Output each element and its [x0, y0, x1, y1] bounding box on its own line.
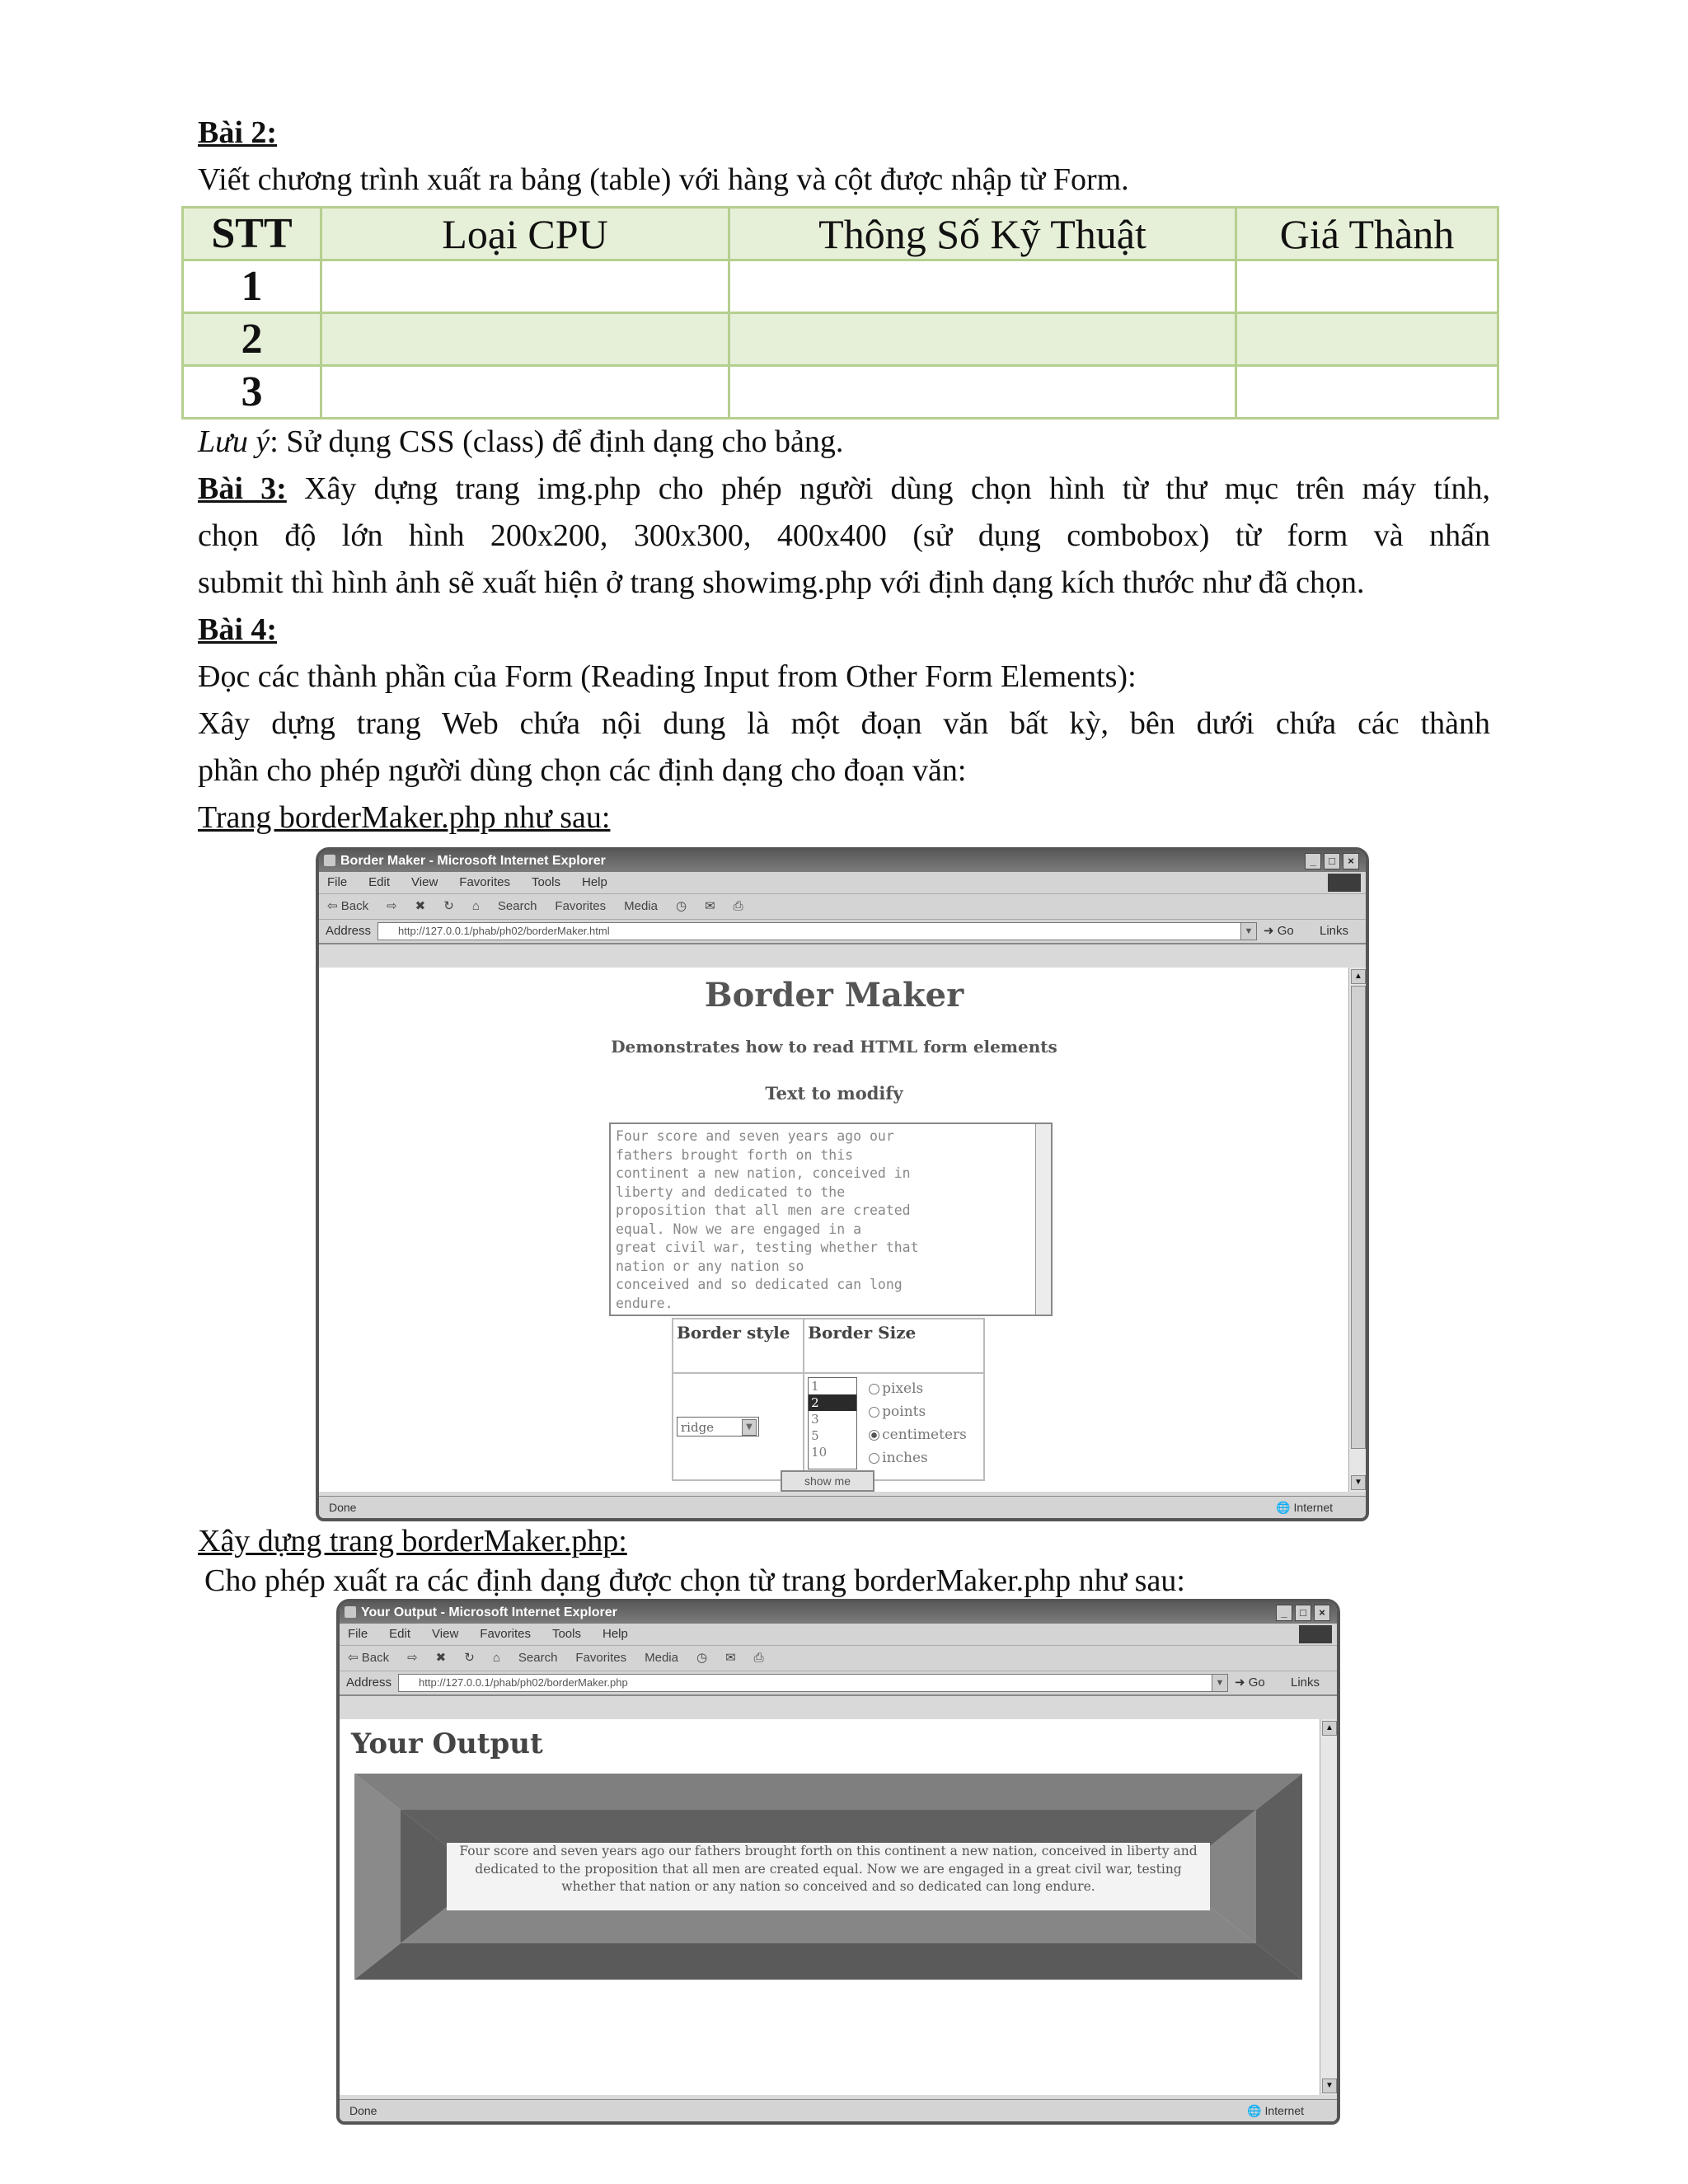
- search-button[interactable]: Search: [497, 899, 537, 913]
- radio-centimeters[interactable]: centimeters: [869, 1423, 967, 1446]
- links-button[interactable]: Links: [1291, 1675, 1320, 1690]
- bai4-line1: Đọc các thành phần của Form (Reading Input from Other Form Elements):: [198, 659, 1137, 694]
- header-stt: STT: [183, 208, 321, 260]
- page-content: [319, 968, 1349, 1492]
- table-cell: [729, 366, 1236, 419]
- favorites-button[interactable]: Favorites: [575, 1651, 627, 1665]
- table-row: [183, 313, 1498, 366]
- table-cell: [729, 313, 1236, 366]
- menu-help[interactable]: Help: [603, 1627, 628, 1641]
- close-icon[interactable]: ×: [1343, 853, 1359, 869]
- chevron-down-icon[interactable]: ▼: [1212, 1675, 1227, 1691]
- links-button[interactable]: Links: [1320, 924, 1349, 938]
- list-item[interactable]: 5: [811, 1428, 819, 1443]
- search-button[interactable]: Search: [518, 1651, 558, 1665]
- scroll-down-icon[interactable]: ▼: [1351, 1475, 1366, 1490]
- address-input[interactable]: http://127.0.0.1/phab/ph02/borderMaker.php ▼: [398, 1674, 1228, 1692]
- menu-file[interactable]: File: [327, 875, 348, 889]
- menu-help[interactable]: Help: [582, 875, 607, 889]
- cho-phep-text: Cho phép xuất ra các định dạng được chọn từ trang borderMaker.php như sau:: [204, 1563, 1185, 1598]
- text-to-modify-textarea[interactable]: Four score and seven years ago our fathers brought forth on this continent a new nation, conceived in liberty and dedicated to the proposition that all men are created equal. Now we are engaged in a great civil war, testing whether that nation or any nation so conceived and so dedicated can long endure.: [609, 1122, 1053, 1316]
- history-icon[interactable]: ◷: [675, 899, 687, 913]
- output-text: Four score and seven years ago our fathers brought forth on this continent a new nation, conceived in liberty and dedicated to the proposition that all men are created equal. Now we are engaged in a great civil war, testing whether that nation or any nation so conceived and so dedicated can long endure.: [447, 1843, 1210, 1910]
- table-row: [183, 260, 1498, 313]
- list-item[interactable]: 1: [811, 1379, 819, 1394]
- menu-tools[interactable]: Tools: [531, 875, 560, 889]
- bai2-description: Viết chương trình xuất ra bảng (table) với hàng và cột được nhập từ Form.: [198, 162, 1129, 197]
- address-label: Address: [326, 924, 372, 938]
- vertical-scrollbar[interactable]: [1348, 968, 1366, 1492]
- status-bar: [340, 2099, 1337, 2121]
- page-content: [340, 1719, 1320, 2095]
- minimize-icon[interactable]: _: [1276, 1605, 1292, 1621]
- windows-logo-icon: [1299, 1625, 1332, 1643]
- row-number: 2: [183, 313, 321, 366]
- browser-window-border-maker: [316, 847, 1369, 1521]
- stop-icon[interactable]: ✖: [415, 899, 426, 913]
- scroll-up-icon[interactable]: ▲: [1322, 1721, 1337, 1736]
- table-cell: [729, 260, 1236, 313]
- radio-inches[interactable]: inches: [869, 1446, 967, 1469]
- forward-button[interactable]: ⇨: [387, 899, 397, 913]
- radio-checked-icon[interactable]: [869, 1430, 879, 1441]
- border-style-select[interactable]: ridge ▼: [677, 1417, 759, 1436]
- size-cell: [804, 1373, 984, 1480]
- menu-favorites[interactable]: Favorites: [459, 875, 510, 889]
- table-cell: [321, 366, 729, 419]
- note-text: : Sử dụng CSS (class) để định dạng cho bảng.: [270, 424, 844, 459]
- table-header-row: [183, 208, 1498, 260]
- bai3-line1: Bài 3: Xây dựng trang img.php cho phép người dùng chọn hình từ thư mục trên máy tính,: [198, 471, 1490, 506]
- menu-bar: [319, 872, 1366, 894]
- text-label: Text to modify: [765, 1083, 903, 1104]
- maximize-icon[interactable]: □: [1324, 853, 1340, 869]
- header-price: Giá Thành: [1236, 208, 1498, 260]
- media-button[interactable]: Media: [645, 1651, 678, 1665]
- print-icon[interactable]: ⎙: [733, 899, 743, 913]
- header-cpu: Loại CPU: [321, 208, 729, 260]
- ie-icon: [324, 855, 335, 866]
- radio-icon[interactable]: [869, 1453, 879, 1464]
- media-button[interactable]: Media: [624, 899, 658, 913]
- address-bar: [319, 920, 1366, 944]
- show-me-button[interactable]: show me: [781, 1470, 874, 1492]
- table-cell: [1236, 313, 1498, 366]
- favorites-button[interactable]: Favorites: [555, 899, 607, 913]
- radio-points[interactable]: points: [869, 1400, 967, 1423]
- list-item[interactable]: 3: [811, 1412, 819, 1427]
- title-bar: Border Maker - Microsoft Internet Explorer _ □ ×: [319, 851, 1366, 872]
- menu-favorites[interactable]: Favorites: [480, 1627, 531, 1641]
- menu-bar: [340, 1624, 1337, 1646]
- menu-edit[interactable]: Edit: [389, 1627, 411, 1641]
- page-title: Your Output: [351, 1727, 543, 1760]
- textarea-scrollbar[interactable]: [1035, 1124, 1051, 1315]
- style-cell: [673, 1373, 804, 1480]
- title-bar: Your Output - Microsoft Internet Explorer _ □ ×: [340, 1602, 1337, 1624]
- menu-view[interactable]: View: [411, 875, 438, 889]
- list-item[interactable]: 10: [811, 1445, 828, 1460]
- toolbar: [340, 1646, 1337, 1671]
- table-cell: [1236, 260, 1498, 313]
- chevron-down-icon[interactable]: ▼: [742, 1419, 757, 1436]
- table-cell: [321, 313, 729, 366]
- radio-icon[interactable]: [869, 1407, 879, 1418]
- bai4-line3: phần cho phép người dùng chọn các định dạng cho đoạn văn:: [198, 753, 967, 788]
- back-button[interactable]: ⇦ Back: [348, 1651, 390, 1665]
- row-number: 1: [183, 260, 321, 313]
- list-item-selected[interactable]: 2: [809, 1394, 856, 1411]
- row-number: 3: [183, 366, 321, 419]
- border-style-header: Border style: [673, 1319, 804, 1373]
- table-row: [183, 366, 1498, 419]
- address-bar: [340, 1671, 1337, 1696]
- header-specs: Thông Số Kỹ Thuật: [729, 208, 1236, 260]
- border-size-header: Border Size: [804, 1319, 984, 1373]
- table-cell: [1236, 366, 1498, 419]
- note-label: Lưu ý: [198, 424, 270, 459]
- menu-tools[interactable]: Tools: [551, 1627, 581, 1641]
- refresh-icon[interactable]: ↻: [443, 899, 454, 913]
- mail-icon[interactable]: ✉: [705, 899, 715, 913]
- mail-icon[interactable]: ✉: [725, 1651, 736, 1665]
- radio-pixels[interactable]: pixels: [869, 1377, 967, 1400]
- trang-label: Trang borderMaker.php như sau:: [198, 800, 611, 835]
- status-text: Done: [329, 1501, 357, 1514]
- options-table: [672, 1318, 985, 1481]
- scroll-up-icon[interactable]: ▲: [1351, 969, 1366, 984]
- internet-zone: 🌐 Internet: [1247, 2104, 1304, 2117]
- print-icon[interactable]: ⎙: [753, 1651, 764, 1665]
- ie-icon: [345, 1606, 356, 1618]
- bai4-heading: Bài 4:: [198, 612, 278, 647]
- xay-dung-label: Xây dựng trang borderMaker.php:: [198, 1524, 627, 1558]
- go-button[interactable]: ➜ Go: [1264, 924, 1294, 938]
- menu-file[interactable]: File: [348, 1627, 368, 1641]
- back-button[interactable]: ⇦ Back: [327, 899, 369, 913]
- bai4-line2: Xây dựng trang Web chứa nội dung là một đoạn văn bất kỳ, bên dưới chứa các thành: [198, 706, 1490, 741]
- address-label: Address: [346, 1675, 392, 1690]
- menu-edit[interactable]: Edit: [368, 875, 391, 889]
- toolbar: [319, 894, 1366, 920]
- status-bar: [319, 1496, 1366, 1518]
- radio-icon[interactable]: [869, 1384, 879, 1394]
- status-text: Done: [349, 2104, 377, 2117]
- ridge-border-box: [354, 1774, 1302, 1980]
- address-input[interactable]: http://127.0.0.1/phab/ph02/borderMaker.html ▼: [377, 922, 1257, 940]
- bai3-line3: submit thì hình ảnh sẽ xuất hiện ở trang showimg.php với định dạng kích thước như đã chọn.: [198, 565, 1365, 600]
- refresh-icon[interactable]: ↻: [464, 1651, 475, 1665]
- chevron-down-icon[interactable]: ▼: [1240, 923, 1256, 940]
- minimize-icon[interactable]: _: [1305, 853, 1321, 869]
- note: [198, 419, 1490, 466]
- page-subheading: Demonstrates how to read HTML form elements: [611, 1037, 1057, 1057]
- vertical-scrollbar[interactable]: [1320, 1719, 1337, 2095]
- home-icon[interactable]: ⌂: [492, 1651, 500, 1665]
- history-icon[interactable]: ◷: [696, 1651, 708, 1665]
- cpu-table: [181, 206, 1499, 419]
- browser-window-your-output: [336, 1599, 1340, 2125]
- bai3-line2: chọn độ lớn hình 200x200, 300x300, 400x400 (sử dụng combobox) từ form và nhấn: [198, 518, 1490, 553]
- home-icon[interactable]: ⌂: [471, 899, 480, 913]
- go-button[interactable]: ➜ Go: [1235, 1675, 1265, 1690]
- maximize-icon[interactable]: □: [1295, 1605, 1311, 1621]
- bai2-heading: Bài 2:: [198, 115, 278, 150]
- border-size-list[interactable]: [808, 1377, 857, 1469]
- internet-zone: 🌐 Internet: [1276, 1501, 1333, 1514]
- windows-logo-icon: [1328, 874, 1361, 892]
- page-title: Border Maker: [704, 976, 964, 1015]
- forward-button[interactable]: ⇨: [407, 1651, 418, 1665]
- menu-view[interactable]: View: [432, 1627, 459, 1641]
- bai3-heading: Bài 3:: [198, 471, 287, 506]
- stop-icon[interactable]: ✖: [435, 1651, 447, 1665]
- table-cell: [321, 260, 729, 313]
- scroll-down-icon[interactable]: ▼: [1322, 2079, 1337, 2093]
- close-icon[interactable]: ×: [1314, 1605, 1330, 1621]
- scroll-thumb[interactable]: [1351, 986, 1366, 1449]
